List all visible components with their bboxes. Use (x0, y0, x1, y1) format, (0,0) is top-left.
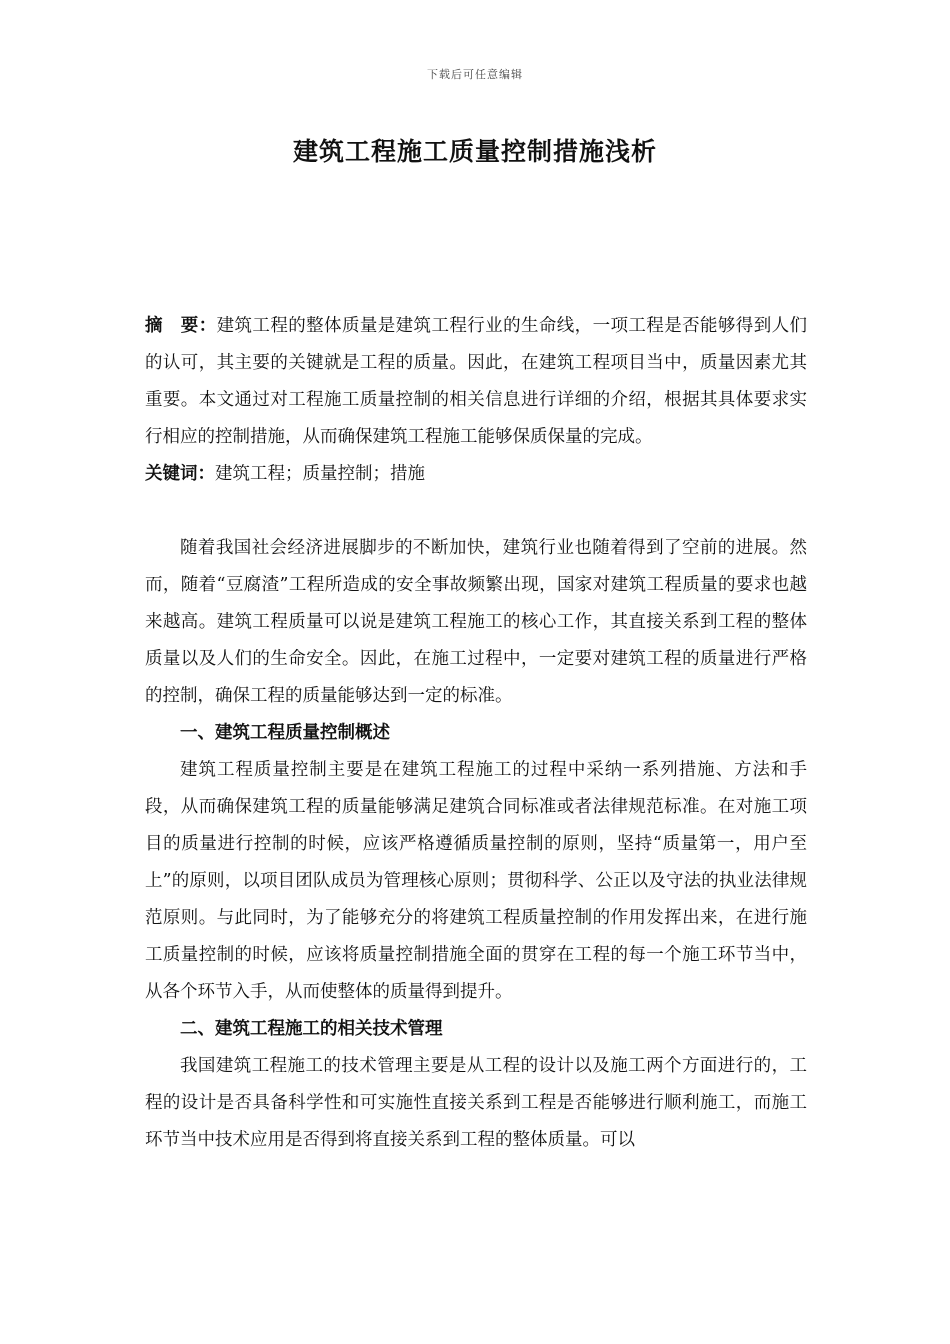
section-paragraph-2: 我国建筑工程施工的技术管理主要是从工程的设计以及施工两个方面进行的，工程的设计是否具备科学性和可实施性直接关系到工程是否能够进行顺利施工，而施工环节当中技术应用是否得到将直接关系到工程的整体质量。可以 (145, 1056, 807, 1150)
keywords-label: 关键词： (145, 464, 215, 484)
abstract-paragraph (145, 308, 807, 456)
section-heading-1: 一、建筑工程质量控制概述 (180, 723, 390, 743)
keywords-text: 建筑工程；质量控制；措施 (215, 464, 425, 484)
section-paragraph-1: 建筑工程质量控制主要是在建筑工程施工的过程中采纳一系列措施、方法和手段，从而确保建筑工程的质量能够满足建筑合同标准或者法律规范标准。在对施工项目的质量进行控制的时候，应该严格遵循质量控制的原则，坚持“质量第一，用户至上”的原则，以项目团队成员为管理核心原则；贯彻科学、公正以及守法的执业法律规范原则。与此同时，为了能够充分的将建筑工程质量控制的作用发挥出来，在进行施工质量控制的时候，应该将质量控制措施全面的贯穿在工程的每一个施工环节当中，从各个环节入手，从而使整体的质量得到提升。 (145, 760, 807, 1002)
abstract-text: 建筑工程的整体质量是建筑工程行业的生命线，一项工程是否能够得到人们的认可，其主要的关键就是工程的质量。因此，在建筑工程项目当中，质量因素尤其重要。本文通过对工程施工质量控制的相关信息进行详细的介绍，根据其具体要求实行相应的控制措施，从而确保建筑工程施工能够保质保量的完成。 (145, 316, 808, 447)
intro-paragraph: 随着我国社会经济进展脚步的不断加快，建筑行业也随着得到了空前的进展。然而，随着“豆腐渣”工程所造成的安全事故频繁出现，国家对建筑工程质量的要求也越来越高。建筑工程质量可以说是建筑工程施工的核心工作，其直接关系到工程的整体质量以及人们的生命安全。因此，在施工过程中，一定要对建筑工程的质量进行严格的控制，确保工程的质量能够达到一定的标准。 (145, 538, 807, 706)
section-heading-2: 二、建筑工程施工的相关技术管理 (180, 1019, 443, 1039)
paragraph-gap (145, 493, 807, 530)
document-body (145, 308, 807, 1159)
header-note: 下载后可任意编辑 (427, 68, 523, 81)
keywords-line (145, 456, 807, 493)
document-title: 建筑工程施工质量控制措施浅析 (292, 137, 657, 166)
abstract-label: 摘 要： (145, 316, 217, 336)
